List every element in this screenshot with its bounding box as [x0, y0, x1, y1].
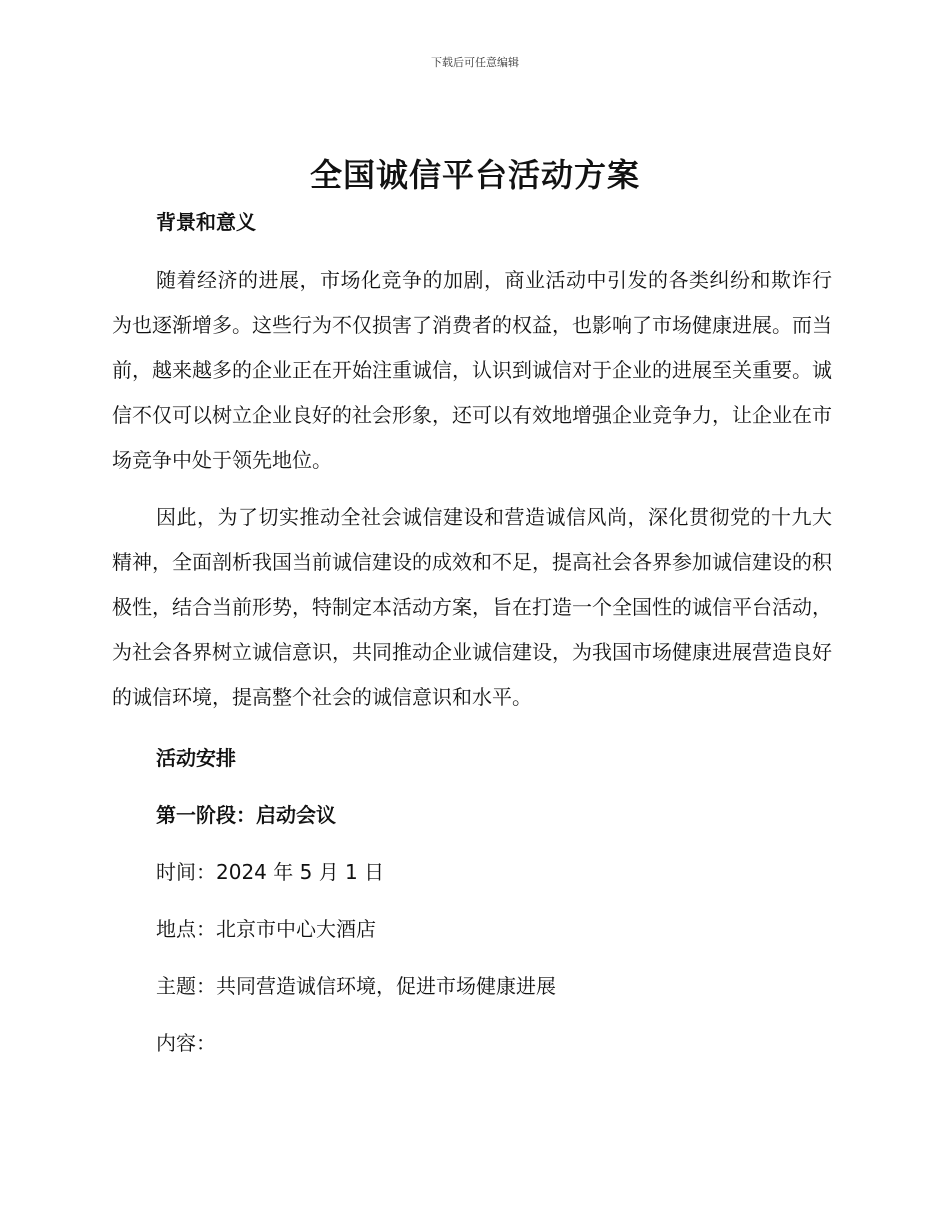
paragraph-background-1: 随着经济的进展，市场化竞争的加剧，商业活动中引发的各类纠纷和欺诈行为也逐渐增多。这些行为不仅损害了消费者的权益，也影响了市场健康进展。而当前，越来越多的企业正在开始注重诚信，认识到诚信对于企业的进展至关重要。诚信不仅可以树立企业良好的社会形象，还可以有效地增强企业竞争力，让企业在市场竞争中处于领先地位。	[112, 268, 832, 472]
stage-time: 时间：2024 年 5 月 1 日	[156, 860, 385, 884]
stage-heading-1: 第一阶段：启动会议	[156, 803, 336, 827]
stage-theme: 主题：共同营造诚信环境，促进市场健康进展	[156, 974, 556, 998]
section-heading-arrangement: 活动安排	[156, 746, 236, 770]
stage-place: 地点：北京市中心大酒店	[156, 917, 376, 941]
page-header-note: 下载后可任意编辑	[431, 56, 519, 69]
document-body	[112, 204, 832, 1061]
stage-content-label: 内容：	[156, 1031, 216, 1055]
section-heading-background: 背景和意义	[156, 210, 256, 234]
document-title: 全国诚信平台活动方案	[309, 156, 640, 194]
paragraph-background-2: 因此，为了切实推动全社会诚信建设和营造诚信风尚，深化贯彻党的十九大精神，全面剖析我国当前诚信建设的成效和不足，提高社会各界参加诚信建设的积极性，结合当前形势，特制定本活动方案，旨在打造一个全国性的诚信平台活动，为社会各界树立诚信意识，共同推动企业诚信建设，为我国市场健康进展营造良好的诚信环境，提高整个社会的诚信意识和水平。	[112, 505, 832, 709]
